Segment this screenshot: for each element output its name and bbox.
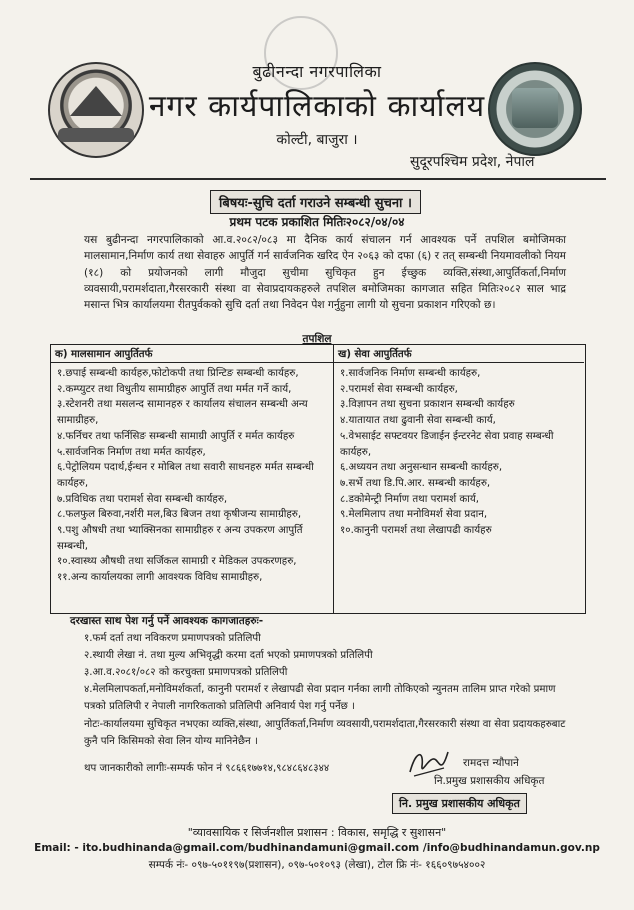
header-divider bbox=[30, 178, 606, 180]
document-item: ४.मेलमिलापकर्ता,मनोविमर्शकर्ता, कानुनी परामर्श र लेखापढी सेवा प्रदान गर्नका लागी तोकिएको न्युनतम तालिम प्राप्त गरेको प्रमाण पत्रको प्रतिलिपी र नेपाली नागरिकताको प्रतिलिपी अनिवार्य पेश गर्नु पर्नेछ । bbox=[84, 684, 556, 712]
footer-phone: सम्पर्क नंः- ०९७-५०११९७(प्रशासन), ०९७-५०१०९३ (लेखा), टोल फ्रि नंः- १६६०९७५४००२ bbox=[148, 859, 486, 871]
services-column bbox=[334, 345, 584, 613]
service-item: ८.डकोमेन्ट्री निर्माण तथा परामर्श कार्य, bbox=[340, 493, 480, 505]
category-table bbox=[50, 344, 586, 614]
service-item: ६.अध्ययन तथा अनुसन्धान सम्बन्धी कार्यहरु, bbox=[340, 462, 503, 474]
goods-item: ३.स्टेशनरी तथा मसलन्द सामानहरु र कार्यालय संचालन सम्बन्धी अन्य सामाग्रीहरु, bbox=[57, 399, 308, 427]
office-location: कोल्टी, बाजुरा । bbox=[276, 132, 358, 148]
service-item: ३.विज्ञापन तथा सुचना प्रकाशन सम्बन्धी कार्यहरु bbox=[340, 399, 515, 411]
municipality-name: बुढीनन्दा नगरपालिका bbox=[252, 62, 382, 81]
document-item: १.फर्म दर्ता तथा नविकरण प्रमाणपत्रको प्रतिलिपी bbox=[84, 633, 261, 644]
goods-item: ९.पशु औषधी तथा भ्याक्सिनका सामाग्रीहरु र अन्य उपकरण आपुर्ति सम्बन्धी, bbox=[57, 525, 303, 552]
goods-list bbox=[51, 363, 333, 586]
signatory-name: रामदत्त न्यौपाने bbox=[463, 757, 519, 769]
contact-info: थप जानकारीको लागीः-सम्पर्क फोन नं ९८६६१७७१४,९८४८६४८३४४ bbox=[84, 763, 330, 774]
footer-slogan: "व्यावसायिक र सिर्जनशील प्रशासन : विकास, समृद्धि र सुशासन" bbox=[187, 826, 447, 839]
service-item: ७.सर्भे तथा डि.पि.आर. सम्बन्धी कार्यहरु, bbox=[340, 477, 491, 489]
goods-column-header: क) मालसामान आपुर्तितर्फ bbox=[51, 345, 333, 363]
goods-item: ४.फर्निचर तथा फर्निसिङ सम्बन्धी सामाग्री आपुर्ति र मर्मत कार्यहरु bbox=[57, 430, 295, 442]
documents-heading: दरखास्त साथ पेश गर्नु पर्ने आवश्यक कागजातहरुः- bbox=[70, 615, 264, 627]
goods-item: २.कम्प्युटर तथा विधुतीय सामाग्रीहरु आपुर्ति तथा मर्मत गर्ने कार्य, bbox=[57, 383, 292, 395]
services-list bbox=[334, 363, 584, 539]
service-item: ९.मेलमिलाप तथा मनोविमर्श सेवा प्रदान, bbox=[340, 509, 488, 521]
service-item: ५.वेभसाईट सफ्टवयर डिजाईन ईन्टरनेट सेवा प्रवाह सम्बन्धी कार्यहरु, bbox=[340, 430, 554, 458]
service-item: २.परामर्श सेवा सम्बन्धी कार्यहरु, bbox=[340, 383, 458, 395]
notice-subject: बिषयः-सुचि दर्ता गराउने सम्बन्धी सुचना । bbox=[210, 190, 421, 214]
documents-list bbox=[84, 630, 580, 715]
service-item: १.सार्वजनिक निर्माण सम्बन्धी कार्यहरु, bbox=[340, 368, 481, 379]
goods-item: ८.फलफुल बिरुवा,नर्शरी मल,बिउ बिजन तथा कृषीजन्य सामाग्रीहरु, bbox=[57, 509, 302, 521]
footer-email: Email: - ito.budhinanda@gmail.com/budhinandamuni@gmail.com /info@budhinandamun.gov.np bbox=[34, 842, 600, 854]
goods-item: ११.अन्य कार्यालयका लागी आवश्यक विविध सामाग्रीहरु, bbox=[57, 572, 263, 584]
goods-item: १.छपाई सम्बन्धी कार्यहरु,फोटोकपी तथा प्रिन्टिङ सम्बन्धी कार्यहरु, bbox=[57, 368, 299, 379]
goods-item: ६.पेट्रोलियम पदार्थ,ईन्धन र मोबिल तथा सवारी साधनहरु मर्मत सम्बन्धी कार्यहरु, bbox=[57, 462, 314, 489]
publish-date: प्रथम पटक प्रकाशित मितिः२०८२/०४/०४ bbox=[229, 215, 405, 229]
office-title: नगर कार्यपालिकाको कार्यालय bbox=[148, 89, 486, 124]
goods-item: ५.सार्वजनिक निर्माण तथा मर्मत कार्यहरु, bbox=[57, 446, 206, 458]
goods-item: ७.प्रविधिक तथा परामर्श सेवा सम्बन्धी कार्यहरु, bbox=[57, 493, 228, 505]
service-item: ४.यातायात तथा ढुवानी सेवा सम्बन्धी कार्य, bbox=[340, 415, 496, 427]
signatory-title: नि.प्रमुख प्रशासकीय अधिकृत bbox=[434, 775, 545, 787]
notice-intro: यस बुढीनन्दा नगरपालिकाको आ.व.२०८२/०८३ मा दैनिक कार्य संचालन गर्न आवश्यक पर्ने तपशिल बमोजिमका मालसामान,निर्माण कार्य तथा सेवाहरु आपुर्ति गर्न सार्वजनिक खरिद ऐन २०६३ को दफा (६) र तत् सम्बन्धी नियमावलीको नियम (१८) को प्रयोजनको लागी मौजुदा सुचीमा सुचिकृत हुन ईच्छुक व्यक्ति,संस्था,आपुर्तिकर्ता,निर्माण व्यवसायी,परामर्शदाता,गैरसरकारी संस्था वा सेवाप्रदायकहरुले तपशिल बमोजिमका कागजात सहित मितिः२०८२ साल भाद्र मसान्त भित्र कार्यालयमा रीतपुर्वकको सुचि दर्ता तथा निवेदन पेश गर्नुहुना लागी यो सुचना प्रकाशन गरिएको छ। bbox=[84, 234, 566, 312]
document-item: २.स्थायी लेखा नं. तथा मुल्य अभिवृद्धी करमा दर्ता भएको प्रमाणपत्रको प्रतिलिपी bbox=[84, 650, 373, 661]
details-heading: तपशिल bbox=[302, 333, 332, 345]
official-stamp: नि. प्रमुख प्रशासकीय अधिकृत bbox=[392, 793, 527, 814]
province-name: सुदूरपश्चिम प्रदेश, नेपाल bbox=[410, 154, 535, 170]
document-item: ३.आ.व.२०८१/०८२ को करचुक्ता प्रमाणपत्रको प्रतिलिपी bbox=[84, 667, 288, 678]
goods-column bbox=[51, 345, 334, 613]
service-item: १०.कानुनी परामर्श तथा लेखापढी कार्यहरु bbox=[340, 525, 492, 537]
notice-note: नोटः-कार्यालयमा सुचिकृत नभएका व्यक्ति,संस्था, आपुर्तिकर्ता,निर्माण व्यवसायी,परामर्शदाता,गैरसरकारी संस्था वा सेवा प्रदायकहरुबाट कुनै पनि किसिमको सेवा लिन योग्य मानिनेछैन । bbox=[84, 719, 566, 747]
services-column-header: ख) सेवा आपुर्तितर्फ bbox=[334, 345, 584, 363]
goods-item: १०.स्वास्थ्य औषधी तथा सर्जिकल सामाग्री र मेडिकल उपकरणहरु, bbox=[57, 556, 297, 568]
